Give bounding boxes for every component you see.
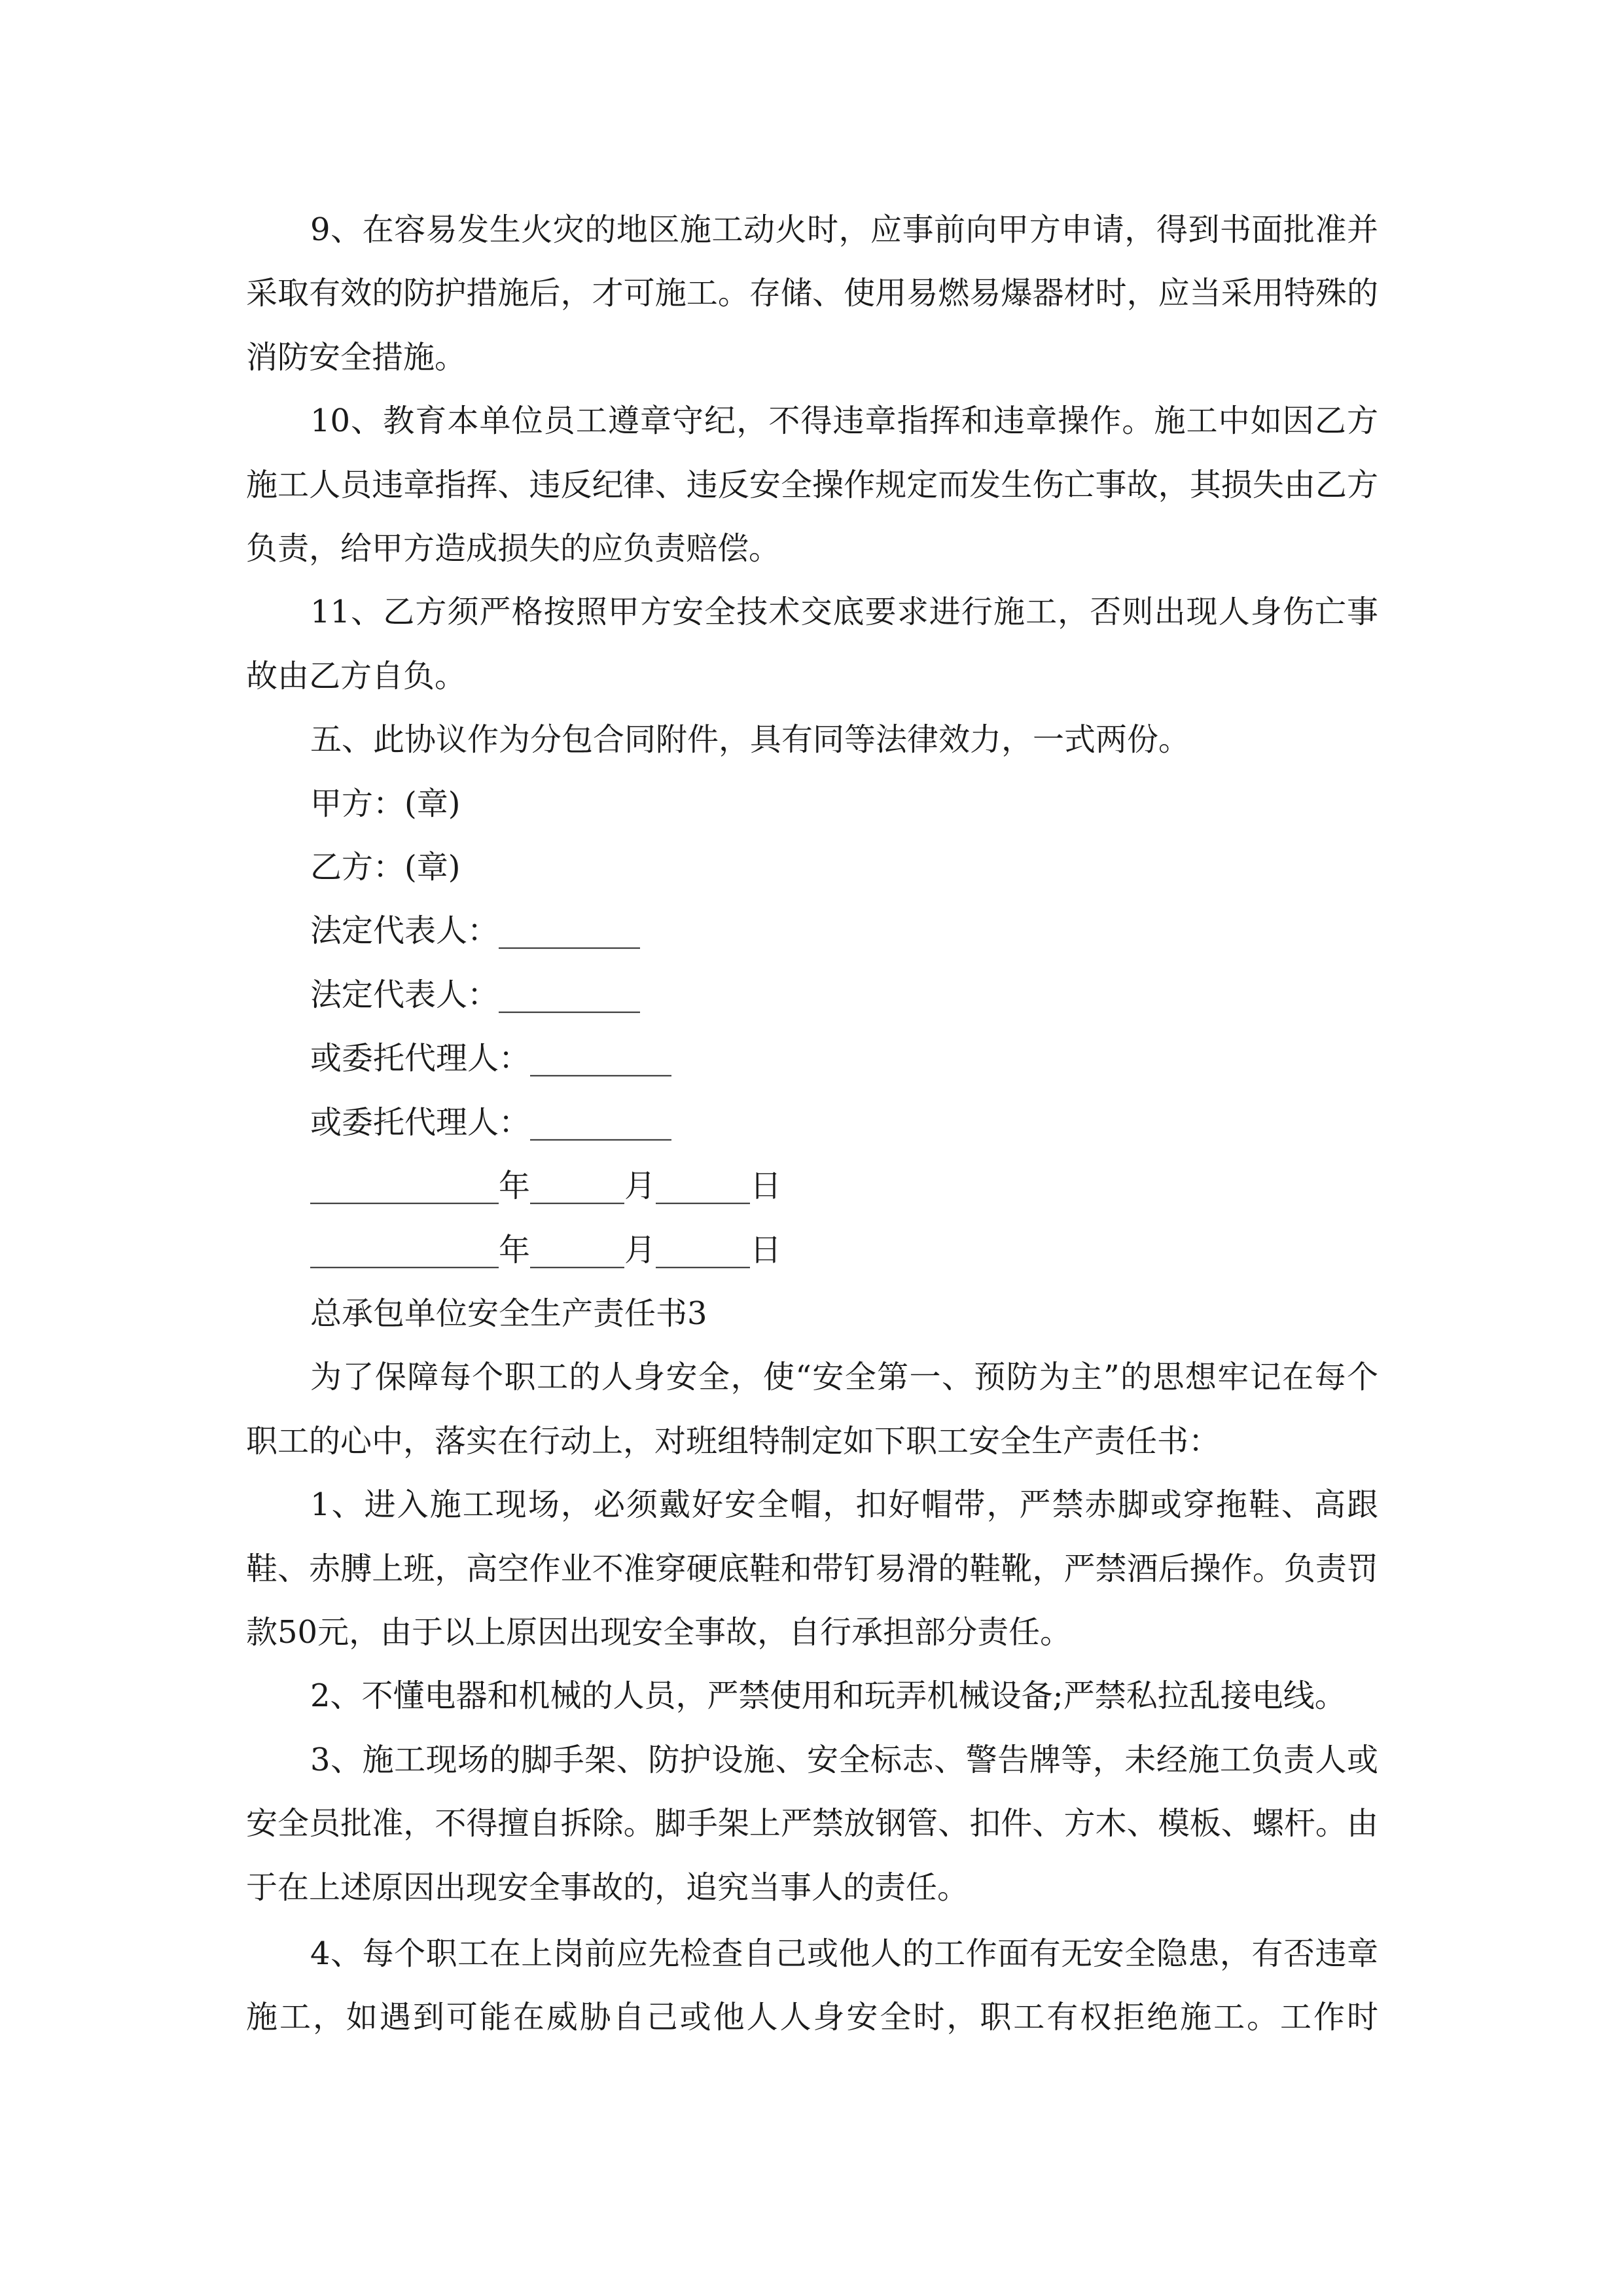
- section-title: 总承包单位安全生产责任书3: [310, 1295, 707, 1332]
- party-a-seal: 甲方：(章): [310, 785, 461, 822]
- rule-1: 1、进入施工现场，必须戴好安全帽，扣好帽带，严禁赤脚或穿拖鞋、高跟鞋、赤膊上班，高空作业不准穿硬底鞋和带钉易滑的鞋靴，严禁酒后操作。负责罚款50元，由于以上原因出现安全事故，自行承担部分责任。: [246, 1486, 1378, 1651]
- legal-rep-b: 法定代表人：_________: [310, 976, 641, 1013]
- agent-b: 或委托代理人：_________: [310, 1103, 672, 1141]
- date-a: ____________年______月______日: [310, 1168, 782, 1205]
- date-b: ____________年______月______日: [310, 1231, 782, 1268]
- party-b-seal: 乙方：(章): [310, 849, 461, 886]
- intro-paragraph: 为了保障每个职工的人身安全，使“安全第一、预防为主”的思想牢记在每个职工的心中，落实在行动上，对班组特制定如下职工安全生产责任书：: [246, 1359, 1378, 1460]
- clause-five: 五、此协议作为分包合同附件，具有同等法律效力，一式两份。: [310, 721, 1190, 759]
- clause-10: 10、教育本单位员工遵章守纪，不得违章指挥和违章操作。施工中如因乙方施工人员违章指挥、违反纪律、违反安全操作规定而发生伤亡事故，其损失由乙方负责，给甲方造成损失的应负责赔偿。: [246, 403, 1378, 567]
- legal-rep-a: 法定代表人：_________: [310, 912, 641, 950]
- rule-4: 4、每个职工在上岗前应先检查自己或他人的工作面有无安全隐患，有否违章施工，如遇到可能在威胁自己或他人人身安全时，职工有权拒绝施工。工作时: [246, 1935, 1378, 2036]
- agent-a: 或委托代理人：_________: [310, 1040, 672, 1077]
- rule-2: 2、不懂电器和机械的人员，严禁使用和玩弄机械设备;严禁私拉乱接电线。: [310, 1677, 1346, 1715]
- clause-9: 9、在容易发生火灾的地区施工动火时，应事前向甲方申请，得到书面批准并采取有效的防护措施后，才可施工。存储、使用易燃易爆器材时，应当采用特殊的消防安全措施。: [246, 211, 1378, 376]
- rule-3: 3、施工现场的脚手架、防护设施、安全标志、警告牌等，未经施工负责人或安全员批准，不得擅自拆除。脚手架上严禁放钢管、扣件、方木、模板、螺杆。由于在上述原因出现安全事故的，追究当事人的责任。: [246, 1741, 1378, 1906]
- document-page: [246, 198, 1378, 2050]
- clause-11: 11、乙方须严格按照甲方安全技术交底要求进行施工，否则出现人身伤亡事故由乙方自负。: [246, 594, 1378, 694]
